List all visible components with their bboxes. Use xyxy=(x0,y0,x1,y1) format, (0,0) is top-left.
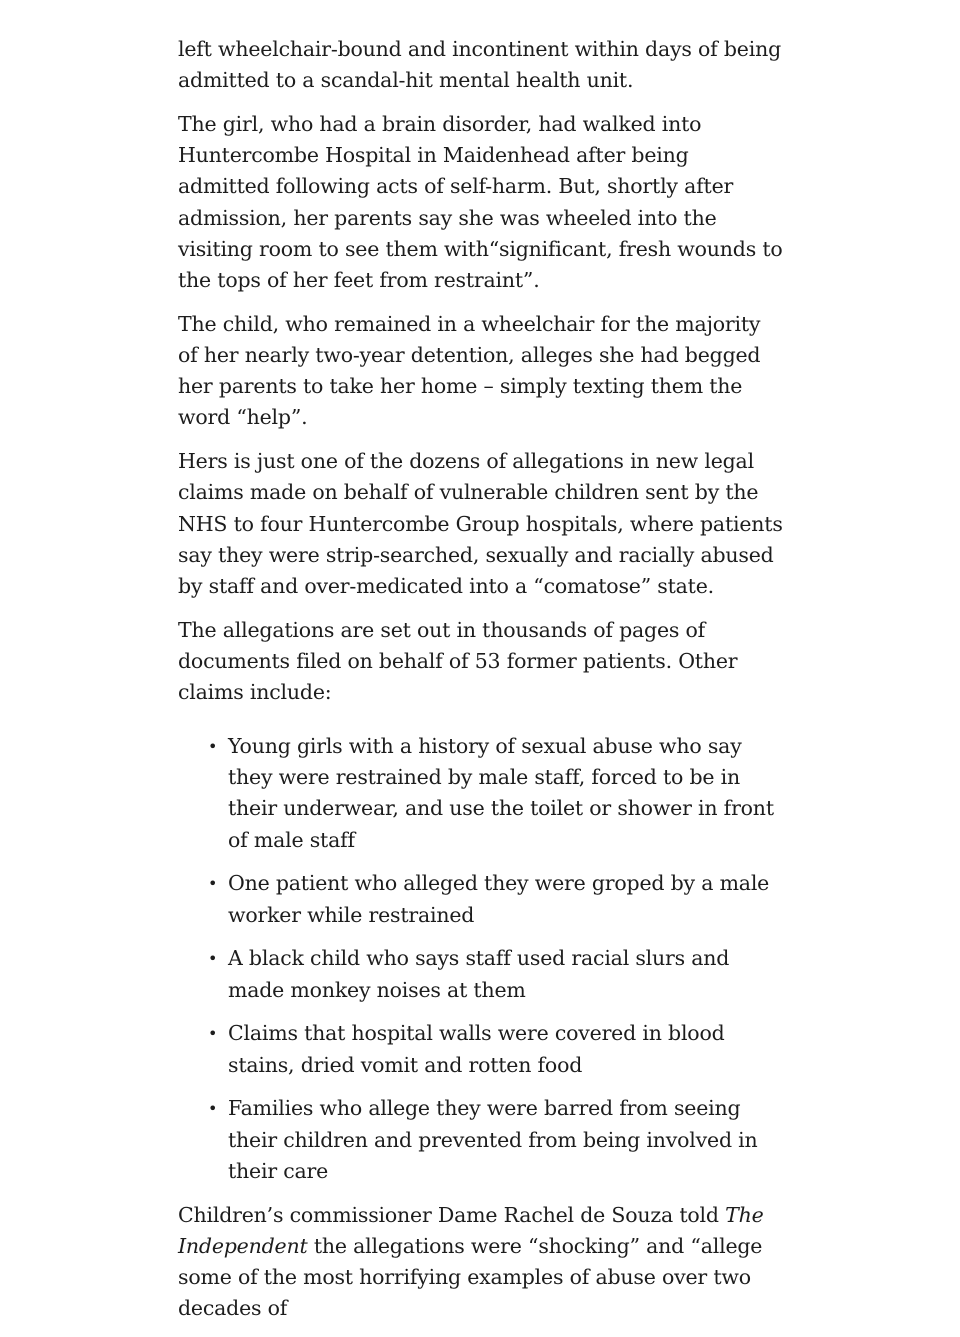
article-paragraph-child: The child, who remained in a wheelchair for the majority of her nearly two-year detention, alleges she had begged her parents to take her home – simply texting them the word “help”. xyxy=(178,311,761,430)
bullet-icon: • xyxy=(208,737,218,757)
article-paragraph-commissioner xyxy=(178,1200,784,1325)
commissioner-text-before: Children’s commissioner Dame Rachel de Souza told xyxy=(178,1202,726,1227)
claim-text: A black child who says staff used racial slurs and made monkey noises at them xyxy=(228,946,730,1002)
list-item xyxy=(208,943,784,1005)
commissioner-text-after: the allegations were “shocking” and “allege some of the most horrifying examples of abuse over two decades of xyxy=(178,1233,763,1321)
claim-text: Claims that hospital walls were covered in blood stains, dried vomit and rotten food xyxy=(228,1021,725,1077)
bullet-icon: • xyxy=(208,1024,218,1044)
list-item xyxy=(208,1018,784,1080)
article-paragraph-hers: Hers is just one of the dozens of allegations in new legal claims made on behalf of vulnerable children sent by the NHS to four Huntercombe Group hospitals, where patients say they were strip-searched, sexually and racially abused by staff and over-medicated into a “comatose” state. xyxy=(178,449,783,599)
article-paragraph-girl: The girl, who had a brain disorder, had walked into Huntercombe Hospital in Maidenhead after being admitted following acts of self-harm. But, shortly after admission, her parents say she was wheeled into the visiting room to see them with“significant, fresh wounds to the tops of her feet from restraint”. xyxy=(178,112,783,293)
list-item xyxy=(208,868,784,930)
bullet-icon: • xyxy=(208,949,218,969)
claims-list xyxy=(178,721,784,1187)
bullet-icon: • xyxy=(208,874,218,894)
article-paragraph-allegations: The allegations are set out in thousands of pages of documents filed on behalf of 53 former patients. Other claims include: xyxy=(178,617,738,705)
article-paragraph-intro: left wheelchair-bound and incontinent within days of being admitted to a scandal-hit mental health unit. xyxy=(178,37,781,93)
claim-text: One patient who alleged they were groped by a male worker while restrained xyxy=(228,871,770,927)
article-body xyxy=(178,34,784,1337)
claim-text: Young girls with a history of sexual abuse who say they were restrained by male staff, forced to be in their underwear, and use the toilet or shower in front of male staff xyxy=(228,734,774,852)
bullet-icon: • xyxy=(208,1099,218,1119)
publication-name: The Independent xyxy=(178,1202,764,1258)
list-item xyxy=(208,1093,784,1187)
list-item xyxy=(208,731,784,856)
claim-text: Families who allege they were barred from seeing their children and prevented from being involved in their care xyxy=(228,1096,758,1183)
